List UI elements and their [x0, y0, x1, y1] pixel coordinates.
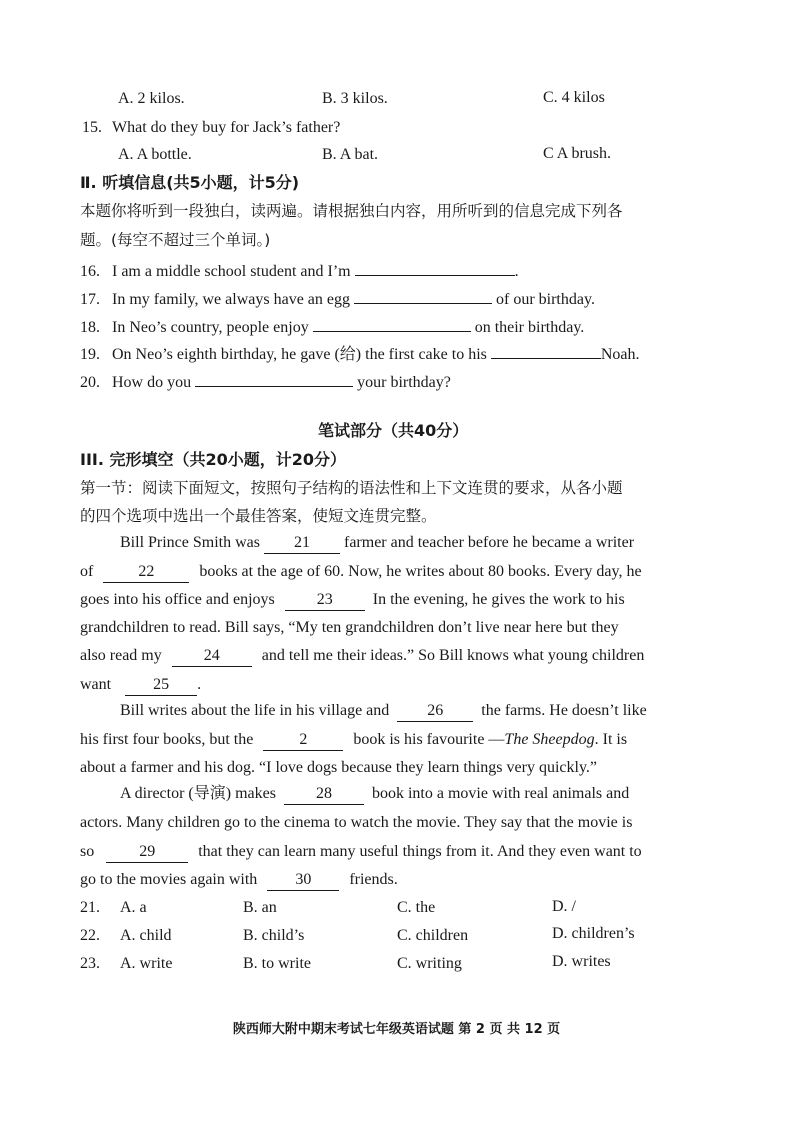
passage-line	[120, 532, 634, 554]
question-number: 20.	[80, 374, 100, 391]
cloze-blank-29[interactable]: 29	[106, 843, 188, 863]
question-number: 19.	[80, 346, 100, 363]
q18-question	[80, 312, 584, 339]
passage-line	[80, 869, 398, 891]
passage-text: In the evening, he gives the work to his	[372, 591, 625, 608]
question-text: In my family, we always have an egg	[112, 291, 350, 308]
answer-blank[interactable]	[313, 312, 471, 332]
question-text: What do they buy for Jack’s father?	[112, 119, 341, 136]
passage-line	[80, 645, 644, 667]
passage-text: Bill writes about the life in his village and	[120, 702, 390, 719]
question-text-end: of our birthday.	[496, 291, 595, 308]
passage-text: books at the age of 60. Now, he writes about 80 books. Every day, he	[199, 563, 642, 580]
q16-question	[80, 256, 519, 283]
q20-question	[80, 367, 451, 394]
q15-option-c: C A brush.	[543, 145, 612, 162]
q15-question	[82, 117, 340, 139]
q21-option-c: C. the	[397, 899, 436, 916]
cloze-blank-22[interactable]: 22	[103, 563, 189, 583]
q14-option-a: A. 2 kilos.	[118, 90, 185, 107]
section-3-instructions-line-1: 第一节：阅读下面短文，按照句子结构的语法性和上下文连贯的要求，从各小题	[80, 479, 623, 497]
question-number: 18.	[80, 319, 100, 336]
question-text-end: .	[514, 263, 519, 280]
passage-text: that they can learn many useful things from it. And they even want to	[198, 843, 642, 860]
question-text-end: on their birthday.	[474, 319, 585, 336]
q15-option-a: A. A bottle.	[118, 146, 192, 163]
q22-number: 22.	[80, 927, 100, 944]
q22-option-d: D. children’s	[552, 925, 635, 942]
passage-text: .	[197, 676, 202, 693]
passage-line	[120, 783, 629, 805]
passage-line	[80, 674, 201, 696]
cloze-blank-24[interactable]: 24	[172, 647, 252, 667]
passage-text: want	[80, 676, 112, 693]
book-title: The Sheepdog	[504, 731, 595, 748]
q23-option-b: B. to write	[243, 955, 311, 972]
q21-number: 21.	[80, 899, 100, 916]
q14-option-c: C. 4 kilos	[543, 89, 605, 106]
q17-question	[80, 284, 595, 311]
passage-line: actors. Many children go to the cinema to watch the movie. They say that the movie is	[80, 814, 633, 831]
section-3-title: III. 完形填空（共20小题，计20分）	[80, 450, 347, 469]
passage-text: goes into his office and enjoys	[80, 591, 275, 608]
question-text-end: your birthday?	[357, 374, 451, 391]
answer-blank[interactable]	[195, 367, 353, 387]
q23-option-d: D. writes	[552, 953, 611, 970]
q23-number: 23.	[80, 955, 100, 972]
passage-text: book into a movie with real animals and	[371, 785, 630, 802]
answer-blank[interactable]	[354, 284, 492, 304]
passage-line: grandchildren to read. Bill says, “My ten grandchildren don’t live near here but they	[80, 619, 619, 636]
passage-text: and tell me their ideas.” So Bill knows what young children	[261, 647, 645, 664]
section-2-instructions-line-2: 题。(每空不超过三个单词。)	[80, 231, 271, 249]
question-text: On Neo’s eighth birthday, he gave (给) the first cake to his	[112, 346, 487, 363]
passage-text: go to the movies again with	[80, 871, 258, 888]
section-3-instructions-line-2: 的四个选项中选出一个最佳答案，使短文连贯完整。	[80, 507, 437, 525]
passage-line	[120, 700, 647, 722]
passage-text: Bill Prince Smith was	[120, 534, 260, 551]
q21-option-a: A. a	[120, 899, 147, 916]
cloze-blank-27[interactable]: 2	[263, 731, 343, 751]
cloze-blank-23[interactable]: 23	[285, 591, 365, 611]
question-text: How do you	[112, 374, 192, 391]
q21-option-d: D. /	[552, 898, 576, 915]
cloze-blank-26[interactable]: 26	[397, 702, 473, 722]
section-2-instructions-line-1: 本题你将听到一段独白，读两遍。请根据独白内容，用所听到的信息完成下列各	[80, 202, 623, 220]
q19-question	[80, 339, 640, 366]
question-text: In Neo’s country, people enjoy	[112, 319, 309, 336]
cloze-blank-21[interactable]: 21	[264, 534, 340, 554]
q14-option-b: B. 3 kilos.	[322, 90, 388, 107]
q15-option-b: B. A bat.	[322, 146, 379, 163]
passage-text: also read my	[80, 647, 162, 664]
question-text: I am a middle school student and I’m	[112, 263, 351, 280]
q23-option-c: C. writing	[397, 955, 462, 972]
q22-option-c: C. children	[397, 927, 469, 944]
question-number: 15.	[82, 119, 102, 136]
written-part-heading: 笔试部分（共40分）	[318, 421, 469, 440]
cloze-blank-30[interactable]: 30	[267, 871, 339, 891]
passage-line	[80, 841, 642, 863]
passage-line: about a farmer and his dog. “I love dogs because they learn things very quickly.”	[80, 759, 598, 776]
page-footer: 陕西师大附中期末考试七年级英语试题 第 2 页 共 12 页	[232, 1022, 561, 1037]
cloze-blank-28[interactable]: 28	[284, 785, 364, 805]
passage-text: of	[80, 563, 94, 580]
question-text-end: Noah.	[600, 346, 640, 363]
passage-line	[80, 561, 642, 583]
passage-line	[80, 729, 627, 751]
passage-text: . It is	[594, 731, 628, 748]
q21-option-b: B. an	[243, 899, 277, 916]
question-number: 16.	[80, 263, 100, 280]
q22-option-a: A. child	[120, 927, 172, 944]
answer-blank[interactable]	[491, 339, 601, 359]
question-number: 17.	[80, 291, 100, 308]
passage-text: A director (导演) makes	[120, 785, 276, 802]
passage-text: book is his favourite —	[353, 731, 505, 748]
passage-line	[80, 589, 625, 611]
passage-text: farmer and teacher before he became a writer	[344, 534, 635, 551]
q22-option-b: B. child’s	[243, 927, 305, 944]
passage-text: friends.	[349, 871, 398, 888]
section-2-title: Ⅱ. 听填信息(共5小题，计5分)	[80, 173, 300, 192]
q23-option-a: A. write	[120, 955, 173, 972]
passage-text: the farms. He doesn’t like	[481, 702, 647, 719]
passage-text: so	[80, 843, 95, 860]
passage-text: his first four books, but the	[80, 731, 254, 748]
answer-blank[interactable]	[355, 256, 515, 276]
cloze-blank-25[interactable]: 25	[125, 676, 197, 696]
